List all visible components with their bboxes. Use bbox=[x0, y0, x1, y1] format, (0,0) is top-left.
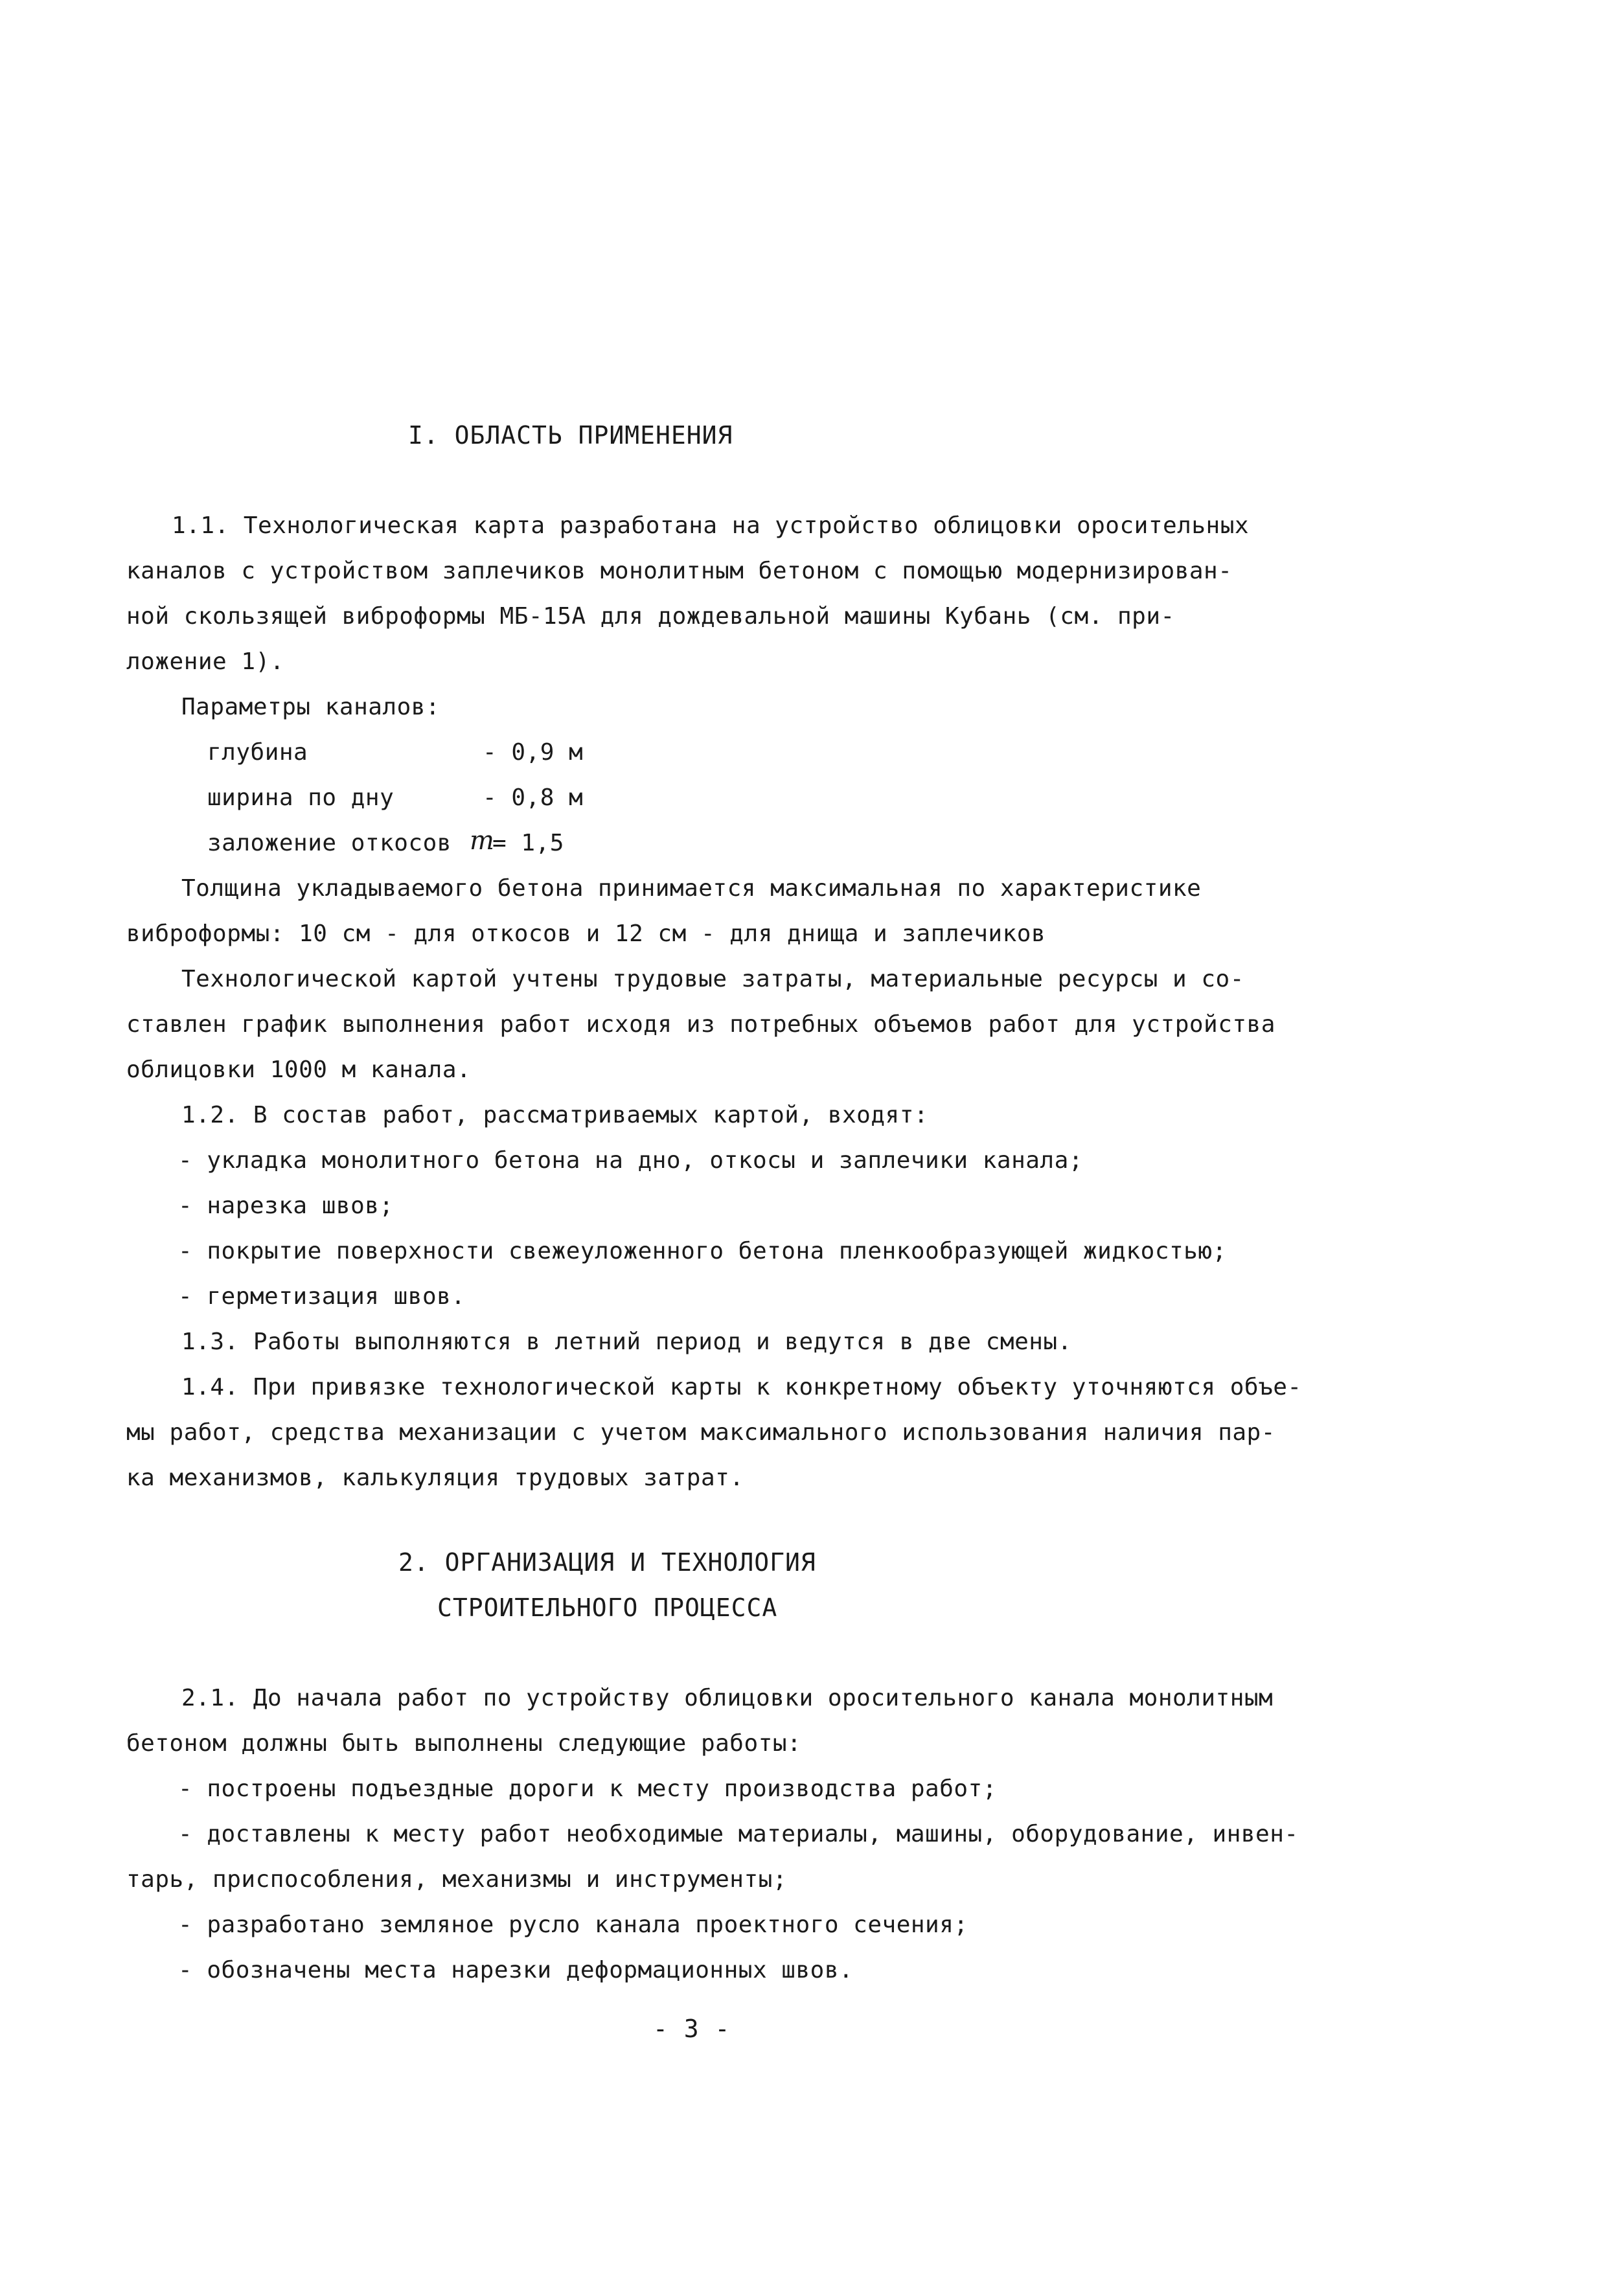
paragraph-1-1-line: ложение 1). bbox=[126, 648, 284, 675]
paragraph-1-1-line: 1.1. Технологическая карта разработана на устройство облицовки оросительных bbox=[172, 512, 1250, 539]
work-item: - нарезка швов; bbox=[178, 1193, 394, 1219]
section-2-heading-line-1: 2. ОРГАНИЗАЦИЯ И ТЕХНОЛОГИЯ bbox=[398, 1548, 816, 1577]
tech-map-line: облицовки 1000 м канала. bbox=[126, 1056, 472, 1083]
paragraph-1-1-line: каналов с устройством заплечиков монолитным бетоном с помощью модернизирован- bbox=[126, 558, 1233, 584]
paragraph-1-4-line: мы работ, средства механизации с учетом максимального использования наличия пар- bbox=[126, 1419, 1275, 1446]
params-title: Параметры каналов: bbox=[181, 694, 440, 720]
prep-item: - разработано земляное русло канала проектного сечения; bbox=[178, 1912, 968, 1938]
paragraph-2-1-line: 2.1. До начала работ по устройству облицовки оросительного канала монолитным bbox=[181, 1685, 1274, 1711]
param-value: = 1,5 bbox=[492, 830, 564, 856]
param-value: - 0,9 м bbox=[483, 739, 584, 766]
page-number: - 3 - bbox=[653, 2015, 731, 2043]
paragraph-2-1-line: бетоном должны быть выполнены следующие работы: bbox=[126, 1730, 802, 1757]
paragraph-1-1-line: ной скользящей виброформы МБ-15А для дождевальной машины Кубань (см. при- bbox=[126, 603, 1175, 630]
tech-map-line: Технологической картой учтены трудовые затраты, материальные ресурсы и со- bbox=[181, 966, 1244, 992]
prep-item: - обозначены места нарезки деформационных швов. bbox=[178, 1957, 854, 1983]
thickness-line: виброформы: 10 см - для откосов и 12 см - для днища и заплечиков bbox=[126, 920, 1046, 947]
thickness-line: Толщина укладываемого бетона принимается максимальная по характеристике bbox=[181, 875, 1202, 902]
paragraph-1-4-line: 1.4. При привязке технологической карты к конкретному объекту уточняются объе- bbox=[181, 1374, 1302, 1400]
param-value: - 0,8 м bbox=[483, 784, 584, 811]
work-item: - герметизация швов. bbox=[178, 1283, 466, 1310]
param-label: ширина по дну bbox=[207, 784, 395, 811]
paragraph-1-3: 1.3. Работы выполняются в летний период и ведутся в две смены. bbox=[181, 1329, 1072, 1355]
work-item: - укладка монолитного бетона на дно, откосы и заплечики канала; bbox=[178, 1147, 1083, 1174]
section-1-heading: I. ОБЛАСТЬ ПРИМЕНЕНИЯ bbox=[408, 421, 733, 450]
section-2-heading-line-2: СТРОИТЕЛЬНОГО ПРОЦЕССА bbox=[437, 1593, 778, 1622]
prep-item: - доставлены к месту работ необходимые материалы, машины, оборудование, инвен- bbox=[178, 1821, 1299, 1847]
prep-item: тарь, приспособления, механизмы и инструменты; bbox=[126, 1866, 787, 1893]
paragraph-1-4-line: ка механизмов, калькуляция трудовых затрат. bbox=[126, 1465, 744, 1491]
param-label: глубина bbox=[207, 739, 308, 766]
paragraph-1-2: 1.2. В состав работ, рассматриваемых картой, входят: bbox=[181, 1102, 929, 1128]
prep-item: - построены подъездные дороги к месту производства работ; bbox=[178, 1776, 997, 1802]
param-label: заложение откосов bbox=[207, 830, 452, 856]
param-symbol: m bbox=[470, 826, 495, 856]
work-item: - покрытие поверхности свежеуложенного бетона пленкообразующей жидкостью; bbox=[178, 1238, 1227, 1264]
tech-map-line: ставлен график выполнения работ исходя из потребных объемов работ для устройства bbox=[126, 1011, 1275, 1038]
